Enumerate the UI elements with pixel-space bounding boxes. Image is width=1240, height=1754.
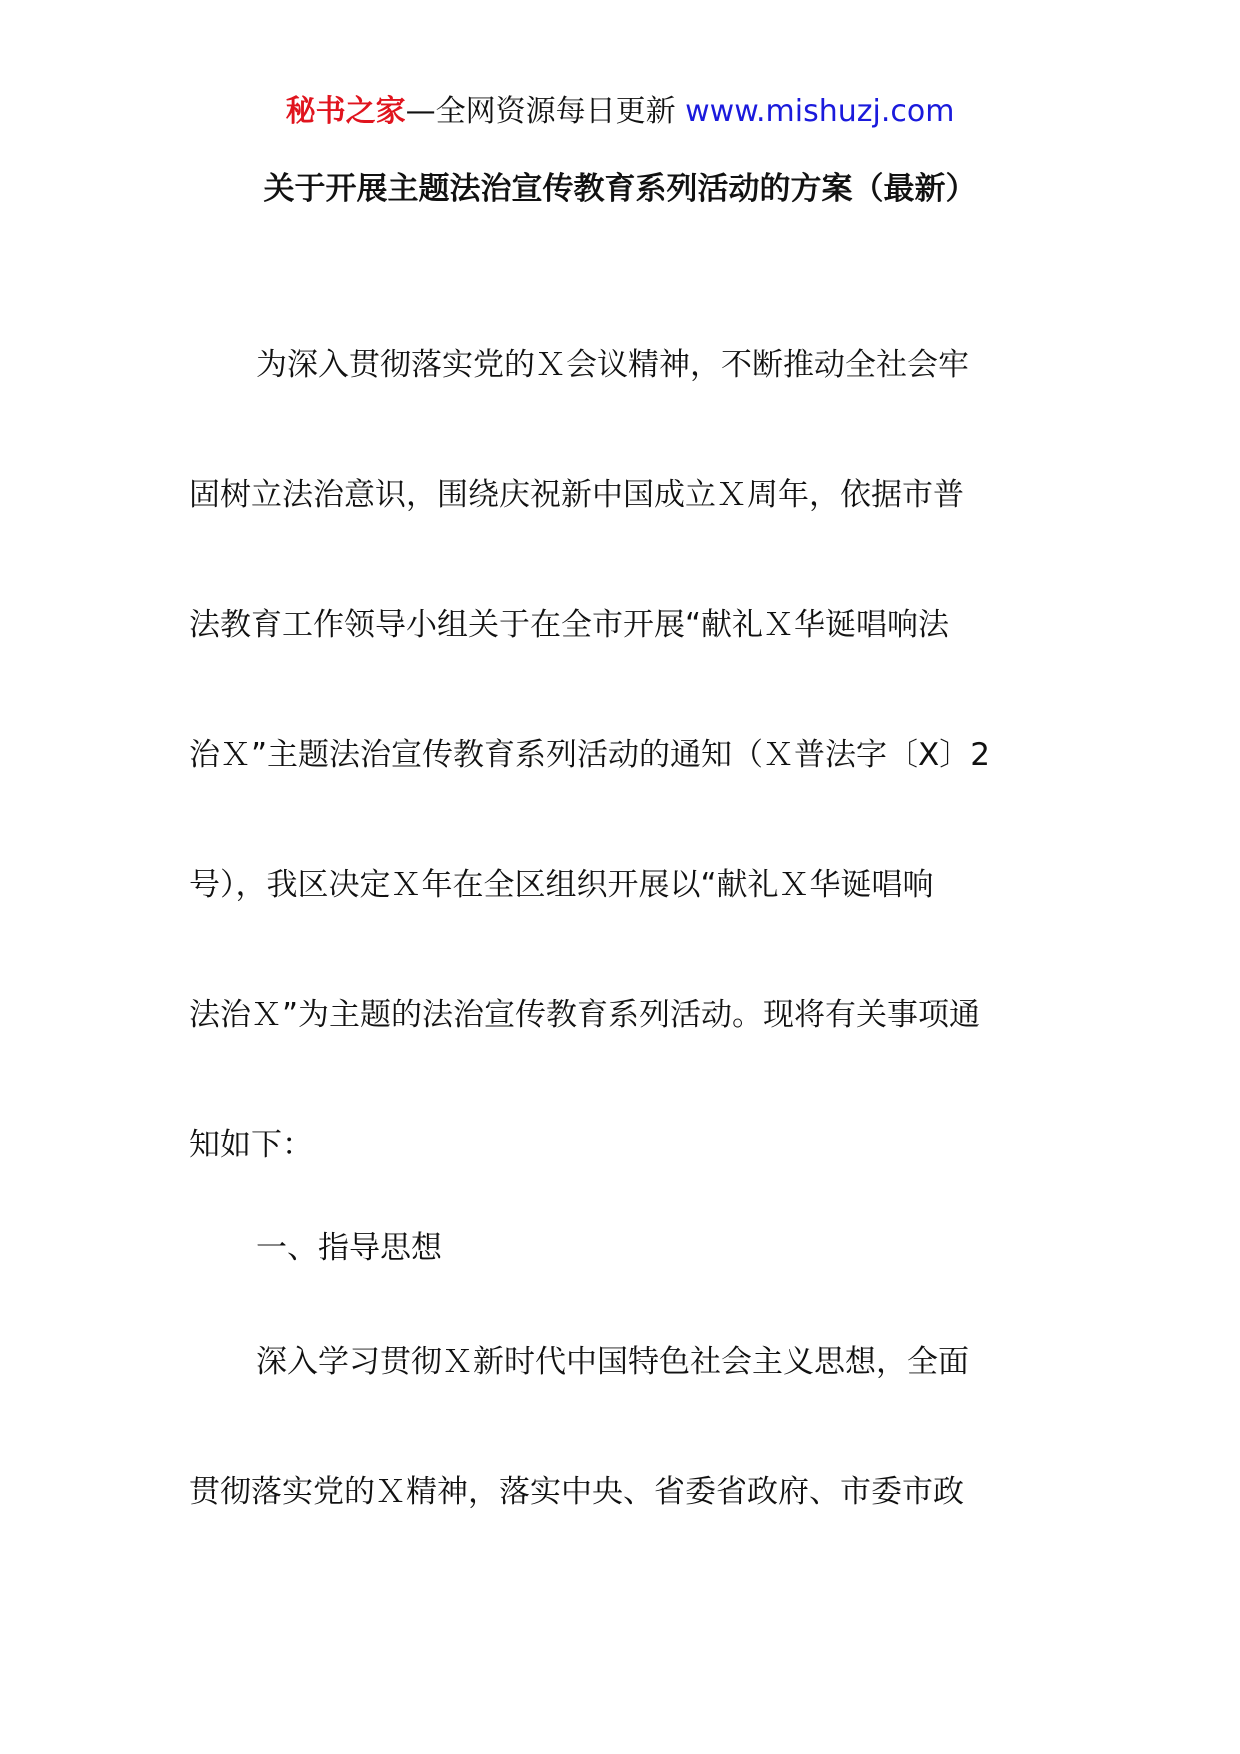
paragraph-line: 治Ｘ”主题法治宣传教育系列活动的通知（Ｘ普法字〔X〕2 <box>189 737 991 773</box>
site-url-link[interactable]: www.mishuzj.com <box>685 94 955 129</box>
paragraph-line: 深入学习贯彻Ｘ新时代中国特色社会主义思想，全面 <box>256 1344 969 1380</box>
paragraph-line: 固树立法治意识，围绕庆祝新中国成立Ｘ周年，依据市普 <box>189 477 964 513</box>
section-heading: 一、指导思想 <box>256 1230 442 1266</box>
paragraph-line: 法教育工作领导小组关于在全市开展“献礼Ｘ华诞唱响法 <box>189 607 950 643</box>
paragraph-line: 法治Ｘ”为主题的法治宣传教育系列活动。现将有关事项通 <box>189 997 981 1033</box>
paragraph-line: 知如下： <box>189 1127 313 1163</box>
paragraph-line: 为深入贯彻落实党的Ｘ会议精神，不断推动全社会牢 <box>256 347 969 383</box>
site-brand: 秘书之家 <box>285 94 406 129</box>
document-title: 关于开展主题法治宣传教育系列活动的方案（最新） <box>263 171 977 207</box>
paragraph-line: 贯彻落实党的Ｘ精神，落实中央、省委省政府、市委市政 <box>189 1474 964 1510</box>
paragraph-line: 号），我区决定Ｘ年在全区组织开展以“献礼Ｘ华诞唱响 <box>189 867 934 903</box>
site-slogan: —全网资源每日更新 <box>405 94 686 129</box>
site-header <box>0 92 1240 132</box>
